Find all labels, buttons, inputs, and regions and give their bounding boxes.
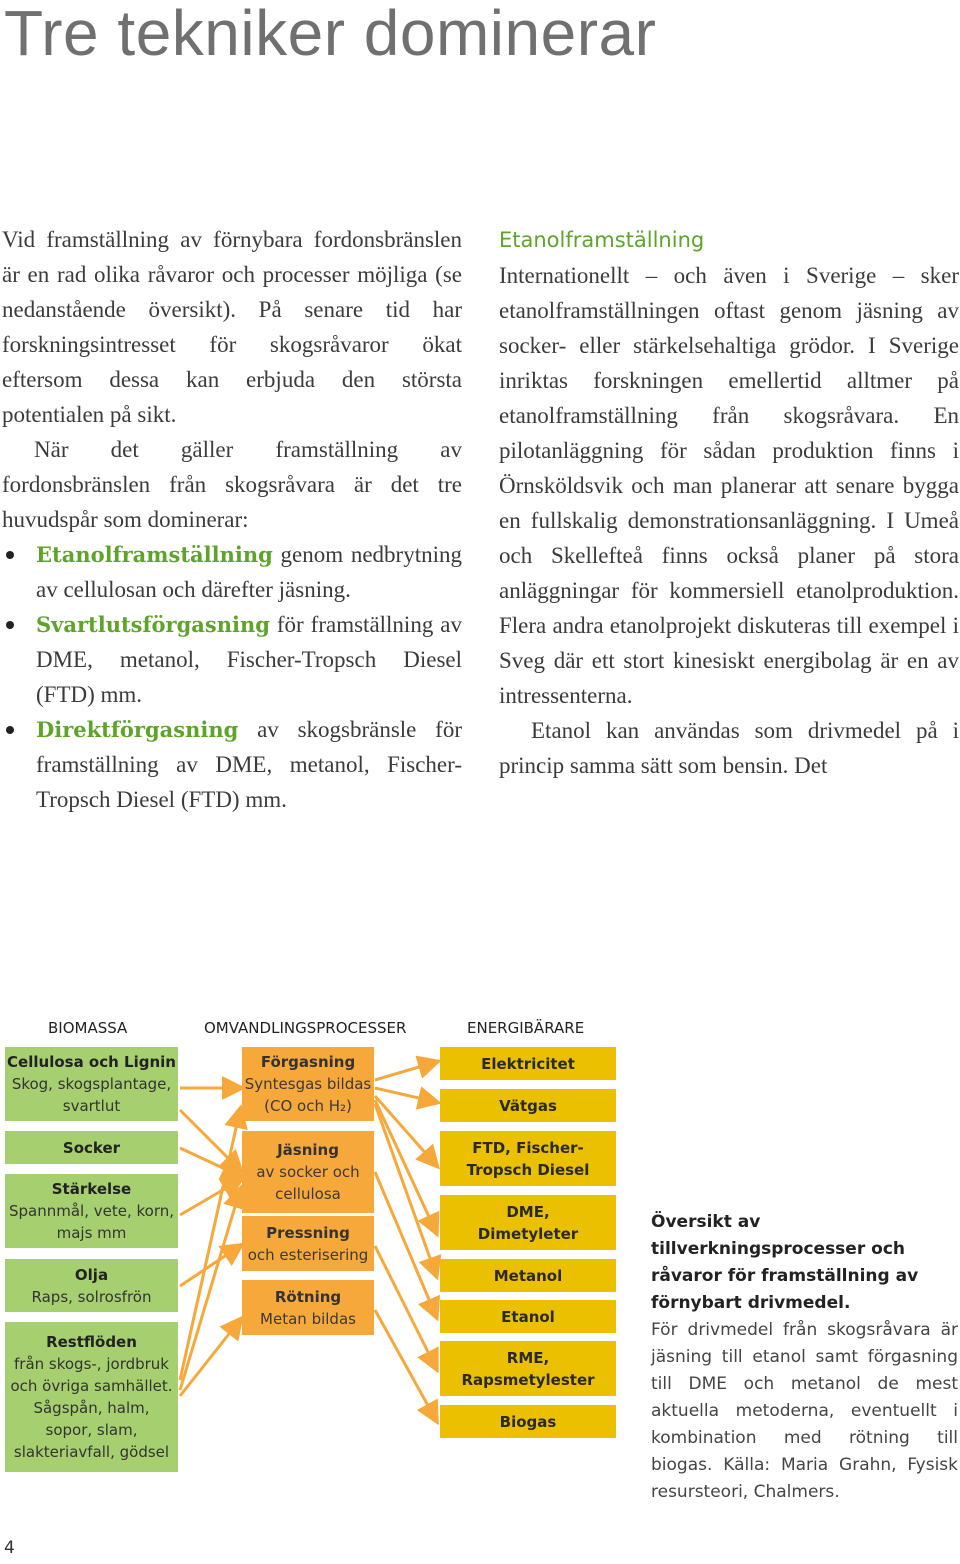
arrow-line [375,1246,436,1368]
caption-body: För drivmedel från skogsråvara är jäsning till etanol samt förgasning till DME och metanol de mest aktuella metoderna, eventuellt i kombination med rötning till biogas. Källa: Maria Grahn, Fysisk resursteori, Chalmers. [651,1320,958,1502]
list-item [2,607,462,712]
bullet-text: för framställning av DME, metanol, Fischer-Tropsch Diesel (FTD) mm. [36,612,462,707]
list-item [2,712,462,817]
arrow-line [180,1246,240,1286]
section-heading: Etanolframställning [499,228,705,252]
box-heading: Olja [74,1265,109,1284]
box-heading: Stärkelse [51,1180,132,1198]
biomass-box [5,1322,178,1472]
box-heading: Jäsning [277,1141,339,1159]
box-text: Raps, solrosfrön [31,1287,152,1306]
carrier-box [440,1341,616,1396]
second-paragraph: När det gäller framställning av fordonsbränslen från skogsråvara är det tre huvudspår som dominerar: [2,437,462,532]
box-heading: Förgasning [260,1053,356,1071]
box-heading: Metanol [493,1266,563,1285]
biomass-box [5,1259,178,1312]
column-header-biomass: BIOMASSA [48,1019,128,1037]
biomass-box [5,1047,178,1121]
box-text: från skogs-, jordbruk och övriga samhället. Sågspån, halm, sopor, slam, slakteriavfall, gödsel [10,1355,173,1461]
box-text: av socker och cellulosa [256,1163,360,1203]
carrier-box [440,1089,616,1122]
arrow-line [375,1310,436,1420]
box-text: Skog, skogsplantage, svartlut [11,1075,172,1115]
arrow-line [375,1100,436,1232]
right-column [499,222,959,783]
process-box [242,1131,374,1213]
biomass-box [5,1131,178,1164]
box-heading: Pressning [266,1223,350,1242]
carrier-box [440,1405,616,1438]
bullet-term: Direktförgasning [36,717,239,742]
box-heading: Elektricitet [481,1054,575,1073]
arrow-line [180,1180,240,1215]
technique-list [2,537,462,817]
box-heading: Cellulosa och Lignin [7,1053,176,1071]
box-heading: FTD, Fischer-Tropsch Diesel [466,1138,590,1179]
arrow-line [375,1088,436,1102]
carrier-box [440,1300,616,1333]
box-heading: Rötning [274,1287,342,1306]
list-item [2,537,462,607]
carrier-box [440,1131,616,1186]
box-text: Metan bildas [260,1309,356,1328]
box-heading: Socker [62,1138,121,1157]
intro-paragraph: Vid framställning av förnybara fordonsbränslen är en rad olika råvaror och processer möjliga (se nedanstående översikt). På senare tid har forskningsintresset för skogsråvaror ökat eftersom dessa kan erbjuda den största potentialen på sikt. [2,227,462,427]
column-header-processes: OMVANDLINGSPROCESSER [204,1019,407,1037]
figure-caption [651,1209,958,1506]
page-title: Tre tekniker dominerar [4,0,657,69]
process-box [242,1216,374,1271]
biomass-box [5,1174,178,1248]
arrow-line [375,1062,436,1080]
box-text: Syntesgas bildas (CO och H₂) [244,1075,372,1115]
box-heading: DME, Dimetyleter [477,1202,579,1243]
column-header-carriers: ENERGIBÄRARE [467,1019,585,1037]
carrier-box [440,1259,616,1292]
page-number: 4 [4,1538,15,1558]
box-heading: Vätgas [499,1096,557,1115]
bullet-text: genom nedbrytning av cellulosan och därefter jäsning. [36,542,462,602]
process-box [242,1047,374,1121]
box-heading: Etanol [501,1307,555,1326]
box-text: Spannmål, vete, korn, majs mm [8,1202,174,1242]
box-heading: Restflöden [46,1333,137,1351]
ethanol-paragraph-2: Etanol kan användas som drivmedel på i princip samma sätt som bensin. Det [499,718,959,778]
carrier-box [440,1195,616,1250]
box-heading: Biogas [499,1412,557,1431]
arrow-line [180,1110,240,1380]
carrier-box [440,1047,616,1080]
left-column [2,222,462,817]
bullet-term: Svartlutsförgasning [36,612,270,637]
box-text: och esterisering [247,1245,369,1264]
caption-title: Översikt av tillverkningsprocesser och råvaror för framställning av förnybart drivmedel. [651,1212,919,1313]
box-heading: RME, Rapsmetylester [461,1348,595,1389]
process-box [242,1280,374,1335]
bullet-text: av skogsbränsle för framställning av DME, metanol, Fischer-Tropsch Diesel (FTD) mm. [36,717,462,812]
bullet-term: Etanolframställning [36,542,273,567]
ethanol-paragraph: Internationellt – och även i Sverige – sker etanolframställningen oftast genom jäsning av socker- eller stärkelsehaltiga grödor. I Sverige inriktas forskningen emellertid alltmer på etanolframställning från skogsråvara. En pilotanläggning för sådan produktion finns i Örnsköldsvik och man planerar att senare bygga en fullskalig demonstrationsanläggning. I Umeå och Skellefteå finns också planer på stora anläggningar för kommersiell etanolproduktion. Flera andra etanolprojekt diskuteras till exempel i Sveg där ett stort kinesiskt energibolag är en av intressenterna. [499,263,959,708]
